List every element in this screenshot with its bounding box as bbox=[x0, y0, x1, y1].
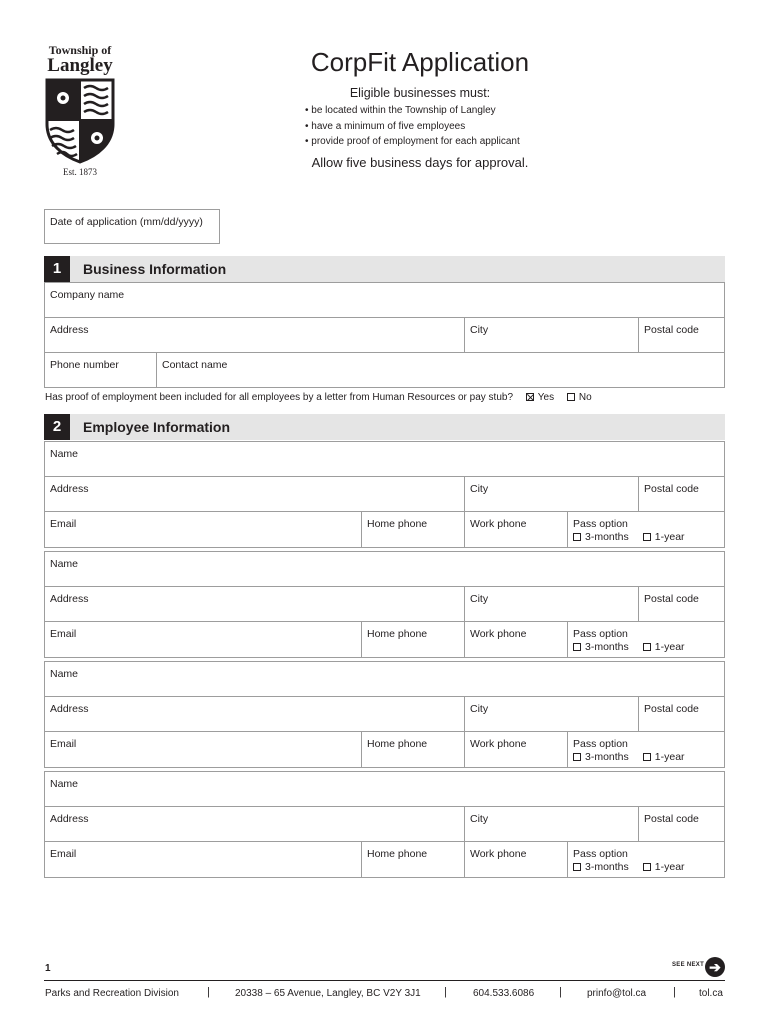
home-phone-label: Home phone bbox=[367, 628, 428, 640]
one-year-option[interactable] bbox=[643, 751, 685, 763]
employee-city-field[interactable] bbox=[464, 476, 639, 512]
email-label: Email bbox=[50, 738, 77, 750]
list-item: • have a minimum of five employees bbox=[305, 120, 466, 132]
email-label: Email bbox=[50, 518, 77, 530]
footer-address: 20338 – 65 Avenue, Langley, BC V2Y 3J1 bbox=[235, 988, 421, 999]
section-title: Business Information bbox=[83, 261, 227, 277]
checkbox-icon[interactable] bbox=[573, 643, 581, 651]
logo-est: Est. 1873 bbox=[62, 167, 97, 177]
one-year-option[interactable] bbox=[643, 861, 685, 873]
business-postal-field[interactable] bbox=[638, 317, 725, 353]
address-label: Address bbox=[50, 483, 89, 495]
postal-label: Postal code bbox=[644, 324, 699, 336]
address-label: Address bbox=[50, 593, 89, 605]
home-phone-label: Home phone bbox=[367, 848, 428, 860]
employee-email-field[interactable] bbox=[44, 731, 362, 768]
footer-web: tol.ca bbox=[699, 988, 723, 999]
employee-name-field[interactable] bbox=[44, 551, 725, 587]
approval-note: Allow five business days for approval. bbox=[311, 154, 529, 170]
employee-postal-field[interactable] bbox=[638, 586, 725, 622]
checked-checkbox-icon[interactable] bbox=[526, 393, 534, 401]
employee-address-field[interactable] bbox=[44, 806, 465, 842]
footer-division: Parks and Recreation Division bbox=[45, 988, 179, 999]
checkbox-icon[interactable] bbox=[643, 863, 651, 871]
city-label: City bbox=[470, 813, 489, 825]
yes-option[interactable] bbox=[526, 392, 554, 403]
employee-email-field[interactable] bbox=[44, 621, 362, 658]
proof-question-text: Has proof of employment been included for all employees by a letter from Human Resources or pay stub? bbox=[45, 392, 514, 403]
footer-divider bbox=[44, 980, 725, 981]
checkbox-icon[interactable] bbox=[643, 753, 651, 761]
footer-email: prinfo@tol.ca bbox=[587, 988, 647, 999]
business-address-field[interactable] bbox=[44, 317, 465, 353]
no-label: No bbox=[578, 392, 592, 403]
employee-email-field[interactable] bbox=[44, 511, 362, 548]
section-title: Employee Information bbox=[83, 419, 231, 435]
employee-postal-field[interactable] bbox=[638, 476, 725, 512]
see-next-label: SEE NEXT bbox=[672, 962, 705, 968]
address-label: Address bbox=[50, 703, 89, 715]
arrow-right-icon[interactable]: ➔ bbox=[705, 957, 725, 977]
one-year-option[interactable] bbox=[643, 641, 685, 653]
employee-work-phone-field[interactable] bbox=[464, 841, 568, 878]
footer-separator: | bbox=[444, 986, 447, 998]
pass-option-field bbox=[567, 511, 725, 548]
address-label: Address bbox=[50, 324, 89, 336]
page-title: CorpFit Application bbox=[310, 47, 530, 77]
footer-separator: | bbox=[559, 986, 562, 998]
option-label: 1-year bbox=[654, 751, 685, 763]
eligible-heading: Eligible businesses must: bbox=[349, 86, 491, 100]
address-label: Address bbox=[50, 813, 89, 825]
phone-label: Phone number bbox=[50, 359, 119, 371]
postal-label: Postal code bbox=[644, 483, 699, 495]
yes-label: Yes bbox=[537, 392, 555, 403]
postal-label: Postal code bbox=[644, 813, 699, 825]
employee-name-field[interactable] bbox=[44, 771, 725, 807]
business-phone-field[interactable] bbox=[44, 352, 157, 388]
pass-option-label: Pass option bbox=[573, 628, 628, 640]
three-month-option[interactable] bbox=[573, 751, 629, 763]
employee-address-field[interactable] bbox=[44, 476, 465, 512]
logo-line1: Township of bbox=[48, 43, 112, 57]
eligibility-list bbox=[305, 103, 545, 150]
home-phone-label: Home phone bbox=[367, 518, 428, 530]
shield-icon bbox=[45, 78, 115, 164]
work-phone-label: Work phone bbox=[470, 738, 527, 750]
option-label: 3-months bbox=[585, 641, 629, 653]
page-number: 1 bbox=[45, 963, 51, 974]
employee-address-field[interactable] bbox=[44, 696, 465, 732]
name-label: Name bbox=[50, 668, 79, 680]
checkbox-icon[interactable] bbox=[573, 753, 581, 761]
checkbox-icon[interactable] bbox=[567, 393, 575, 401]
company-label: Company name bbox=[50, 289, 125, 301]
one-year-option[interactable] bbox=[643, 531, 685, 543]
employee-email-field[interactable] bbox=[44, 841, 362, 878]
city-label: City bbox=[470, 593, 489, 605]
proof-question bbox=[45, 392, 592, 403]
contact-name-field[interactable] bbox=[156, 352, 725, 388]
name-label: Name bbox=[50, 778, 79, 790]
three-month-option[interactable] bbox=[573, 531, 629, 543]
employee-work-phone-field[interactable] bbox=[464, 621, 568, 658]
employee-postal-field[interactable] bbox=[638, 806, 725, 842]
employee-work-phone-field[interactable] bbox=[464, 731, 568, 768]
option-label: 3-months bbox=[585, 861, 629, 873]
form-header bbox=[305, 46, 545, 170]
employee-home-phone-field[interactable] bbox=[361, 841, 465, 878]
email-label: Email bbox=[50, 848, 77, 860]
option-label: 3-months bbox=[585, 531, 629, 543]
footer-separator: | bbox=[207, 986, 210, 998]
email-label: Email bbox=[50, 628, 77, 640]
list-item: • provide proof of employment for each applicant bbox=[305, 136, 520, 147]
option-label: 1-year bbox=[654, 531, 685, 543]
checkbox-icon[interactable] bbox=[643, 533, 651, 541]
three-month-option[interactable] bbox=[573, 861, 629, 873]
pass-option-field bbox=[567, 841, 725, 878]
checkbox-icon[interactable] bbox=[573, 863, 581, 871]
pass-option-label: Pass option bbox=[573, 848, 628, 860]
city-label: City bbox=[470, 703, 489, 715]
work-phone-label: Work phone bbox=[470, 518, 527, 530]
employee-work-phone-field[interactable] bbox=[464, 511, 568, 548]
business-city-field[interactable] bbox=[464, 317, 639, 353]
company-name-field[interactable] bbox=[44, 282, 725, 318]
employee-name-field[interactable] bbox=[44, 661, 725, 697]
logo-line2: Langley bbox=[47, 55, 113, 76]
pass-option-field bbox=[567, 731, 725, 768]
name-label: Name bbox=[50, 448, 79, 460]
section-business-header bbox=[44, 256, 725, 282]
date-label: Date of application (mm/dd/yyyy) bbox=[50, 216, 203, 228]
city-label: City bbox=[470, 483, 489, 495]
contact-label: Contact name bbox=[162, 359, 228, 371]
employee-city-field[interactable] bbox=[464, 806, 639, 842]
work-phone-label: Work phone bbox=[470, 628, 527, 640]
name-label: Name bbox=[50, 558, 79, 570]
employee-postal-field[interactable] bbox=[638, 696, 725, 732]
footer-separator: | bbox=[673, 986, 676, 998]
employee-city-field[interactable] bbox=[464, 696, 639, 732]
checkbox-icon[interactable] bbox=[643, 643, 651, 651]
city-label: City bbox=[470, 324, 489, 336]
postal-label: Postal code bbox=[644, 703, 699, 715]
work-phone-label: Work phone bbox=[470, 848, 527, 860]
pass-option-label: Pass option bbox=[573, 518, 628, 530]
list-item: • be located within the Township of Langley bbox=[305, 105, 496, 116]
employee-address-field[interactable] bbox=[44, 586, 465, 622]
no-option[interactable] bbox=[567, 392, 592, 403]
option-label: 1-year bbox=[654, 641, 685, 653]
pass-option-label: Pass option bbox=[573, 738, 628, 750]
postal-label: Postal code bbox=[644, 593, 699, 605]
option-label: 1-year bbox=[654, 861, 685, 873]
employee-home-phone-field[interactable] bbox=[361, 621, 465, 658]
section-employee-header bbox=[44, 414, 725, 440]
pass-option-field bbox=[567, 621, 725, 658]
home-phone-label: Home phone bbox=[367, 738, 428, 750]
township-logo bbox=[40, 44, 120, 177]
date-field[interactable] bbox=[44, 209, 220, 244]
employee-name-field[interactable] bbox=[44, 441, 725, 477]
checkbox-icon[interactable] bbox=[573, 533, 581, 541]
employee-city-field[interactable] bbox=[464, 586, 639, 622]
section-number: 2 bbox=[44, 414, 70, 440]
employee-home-phone-field[interactable] bbox=[361, 731, 465, 768]
employee-home-phone-field[interactable] bbox=[361, 511, 465, 548]
option-label: 3-months bbox=[585, 751, 629, 763]
footer-phone: 604.533.6086 bbox=[473, 988, 535, 999]
three-month-option[interactable] bbox=[573, 641, 629, 653]
section-number: 1 bbox=[44, 256, 70, 282]
